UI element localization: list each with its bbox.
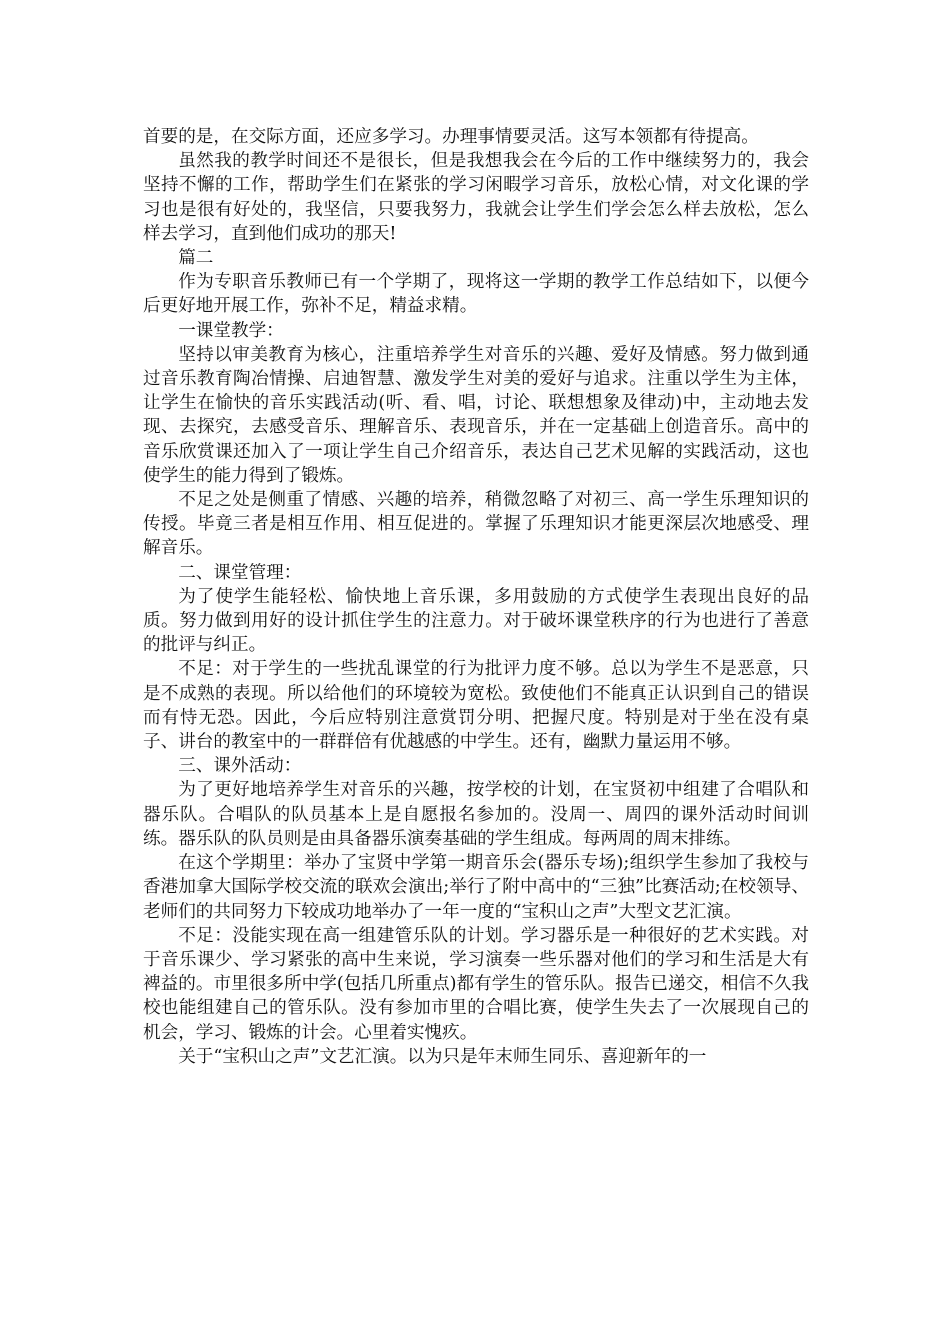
section-heading-extracurricular: 三、课外活动： [178,756,302,777]
paragraph-teaching-shortcomings: 不足之处是侧重了情感、兴趣的培养，稍微忽略了对初三、高一学生乐理知识的传授。毕竟三者是相互作用、相互促进的。掌握了乐理知识才能更深层次地感受、理解音乐。 [143,490,809,559]
document-body [143,125,809,1069]
section-heading-classroom-management: 二、课堂管理： [178,562,302,583]
paragraph-management-shortcomings: 不足：对于学生的一些扰乱课堂的行为批评力度不够。总以为学生不是恶意，只是不成熟的表现。所以给他们的环境较为宽松。致使他们不能真正认识到自己的错误而有恃无恐。因此，今后应特别注意赏罚分明、把握尺度。特别是对于坐在没有桌子、讲台的教室中的一群群倍有优越感的中学生。还有，幽默力量运用不够。 [143,659,809,753]
paragraph-teaching-core: 坚持以审美教育为核心，注重培养学生对音乐的兴趣、爱好及情感。努力做到通过音乐教育陶冶情操、启迪智慧、激发学生对美的爱好与追求。注重以学生为主体，让学生在愉快的音乐实践活动(听、看、唱，讨论、联想想象及律动)中，主动地去发现、去探究，去感受音乐、理解音乐、表现音乐，并在一定基础上创造音乐。高中的音乐欣赏课还加入了一项让学生自己介绍音乐，表达自己艺术见解的实践活动，这也使学生的能力得到了锻炼。 [143,344,809,486]
paragraph-1: 首要的是，在交际方面，还应多学习。办理事情要灵活。这写本领都有待提高。 [143,127,759,147]
paragraph-performance: 关于“宝积山之声”文艺汇演。以为只是年末师生同乐、喜迎新年的一 [178,1046,707,1067]
paragraph-extracurricular: 为了更好地培养学生对音乐的兴趣，按学校的计划，在宝贤初中组建了合唱队和器乐队。合唱队的队员基本上是自愿报名参加的。没周一、周四的课外活动时间训练。器乐队的队员则是由具备器乐演奏基础的学生组成。每两周的周末排练。 [143,780,809,849]
section-heading-classroom-teaching: 一课堂教学： [178,320,284,341]
paragraph-extracurricular-shortcomings: 不足：没能实现在高一组建管乐队的计划。学习器乐是一种很好的艺术实践。对于音乐课少、学习紧张的高中生来说，学习演奏一些乐器对他们的学习和生活是大有裨益的。市里很多所中学(包括几所重点)都有学生的管乐队。报告已递交，相信不久我校也能组建自己的管乐队。没有参加市里的合唱比赛，使学生失去了一次展现自己的机会，学习、锻炼的计会。心里着实愧疚。 [143,925,809,1043]
paragraph-semester-events: 在这个学期里：举办了宝贤中学第一期音乐会(器乐专场);组织学生参加了我校与香港加拿大国际学校交流的联欢会演出;举行了附中高中的“三独”比赛活动;在校领导、老师们的共同努力下较成功地举办了一年一度的“宝积山之声”大型文艺汇演。 [143,853,809,922]
paragraph-management: 为了使学生能轻松、愉快地上音乐课，多用鼓励的方式使学生表现出良好的品质。努力做到用好的设计抓住学生的注意力。对于破坏课堂秩序的行为也进行了善意的批评与纠正。 [143,586,809,656]
section-heading-part-two: 篇二 [178,248,214,269]
paragraph-intro: 作为专职音乐教师已有一个学期了，现将这一学期的教学工作总结如下，以便今后更好地开展工作，弥补不足，精益求精。 [143,272,809,317]
paragraph-2: 虽然我的教学时间还不是很长，但是我想我会在今后的工作中继续努力的，我会坚持不懈的工作，帮助学生们在紧张的学习闲暇学习音乐，放松心情，对文化课的学习也是很有好处的，我坚信，只要我努力，我就会让学生们学会怎么样去放松，怎么样去学习，直到他们成功的那天! [143,151,809,244]
